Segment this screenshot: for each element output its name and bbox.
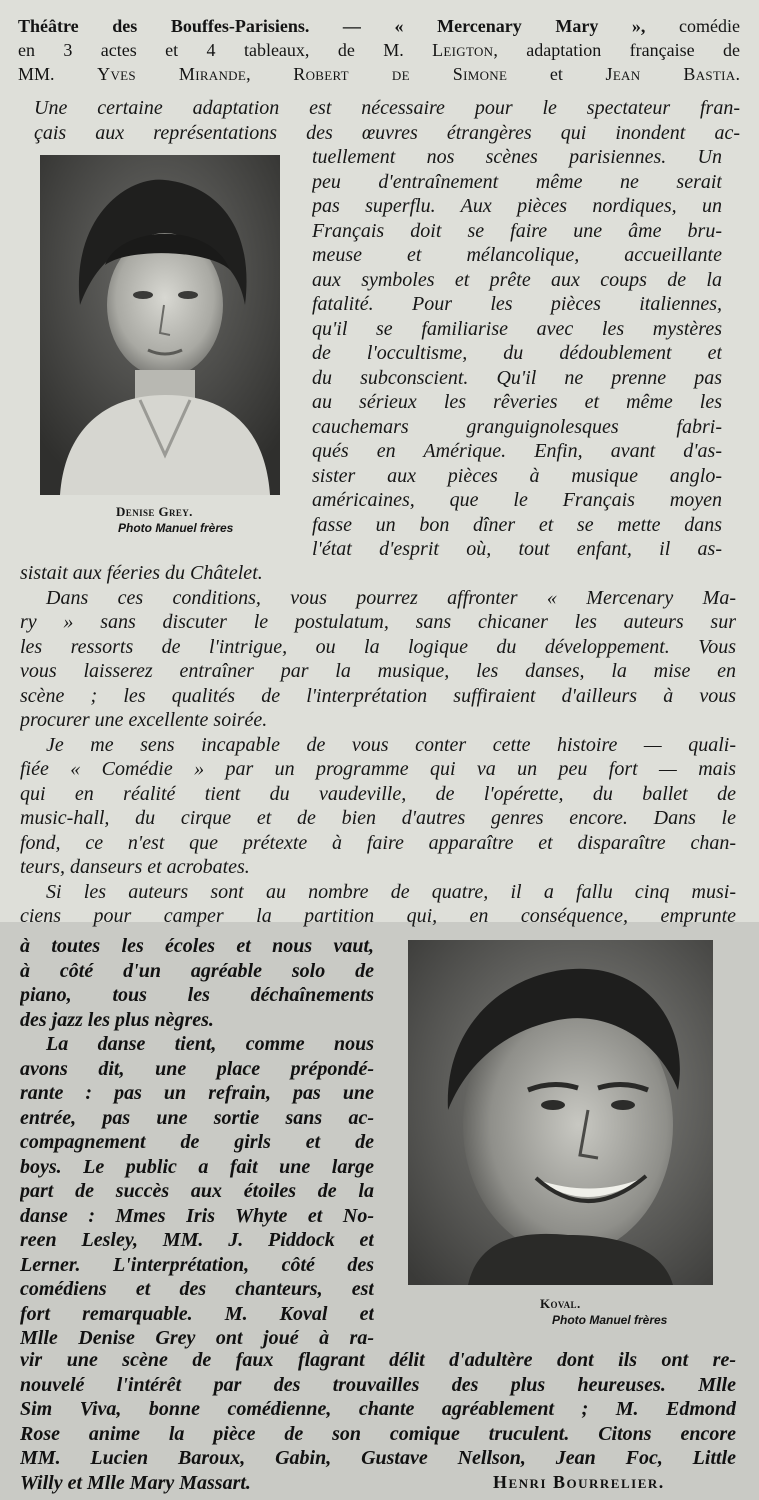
text-line: teurs, danseurs et acrobates. bbox=[20, 856, 250, 878]
heading-line bbox=[18, 38, 740, 62]
text-line: aux symboles et prête aux coups de la bbox=[312, 268, 722, 291]
text-line: au sérieux les rêveries et même les bbox=[312, 391, 722, 413]
text-line: vir une scène de faux flagrant délit d'adultère dont ils ont re- bbox=[20, 1349, 736, 1371]
author-signature: Henri Bourrelier. bbox=[493, 1472, 665, 1492]
text-line: à côté d'un agréable solo de bbox=[20, 959, 374, 982]
photo2-caption bbox=[540, 1295, 667, 1329]
review-heading bbox=[18, 14, 740, 86]
text-line: à toutes les écoles et nous vaut, bbox=[20, 935, 374, 957]
intro-paragraph bbox=[34, 96, 740, 145]
photo1-caption bbox=[116, 503, 233, 537]
photo2-credit: Photo Manuel frères bbox=[552, 1313, 668, 1327]
text-line: Lerner. L'interprétation, côté des bbox=[20, 1253, 374, 1276]
heading-run: comédie bbox=[679, 16, 740, 36]
portrait-woman-image bbox=[40, 155, 280, 495]
text-line: ry » sans discuter le postulatum, sans chicaner les auteurs sur bbox=[20, 611, 736, 633]
photo1-subject-name: Denise Grey. bbox=[116, 504, 193, 519]
heading-run: Robert de Simone bbox=[293, 64, 508, 84]
text-line: de l'occultisme, du dédoublement et bbox=[312, 342, 722, 364]
heading-run: , adaptation française de bbox=[493, 40, 740, 60]
heading-line bbox=[18, 62, 740, 86]
text-line: boys. Le public a fait une large bbox=[20, 1155, 374, 1178]
text-line: MM. Lucien Baroux, Gabin, Gustave Nellson, Jean Foc, Little bbox=[20, 1447, 736, 1469]
photo-koval bbox=[408, 940, 713, 1285]
text-line: sistait aux féeries du Châtelet. bbox=[20, 562, 263, 584]
text-line: Une certaine adaptation est nécessaire pour le spectateur fran- bbox=[34, 97, 740, 119]
text-line: Sim Viva, bonne comédienne, chante agréablement ; M. Edmond bbox=[20, 1398, 736, 1420]
text-line: les ressorts de l'intrigue, ou la logique du développement. Vous bbox=[20, 635, 736, 658]
heading-run: et bbox=[507, 64, 606, 84]
photo1-credit: Photo Manuel frères bbox=[118, 521, 234, 535]
text-line: comédiens et des chanteurs, est bbox=[20, 1278, 374, 1300]
photo-denise-grey bbox=[40, 155, 280, 495]
text-line: vous laisserez entraîner par la musique, les danses, la mise en bbox=[20, 660, 736, 682]
text-line: ciens pour camper la partition qui, en conséquence, emprunte bbox=[20, 905, 736, 927]
text-line: tuellement nos scènes parisiennes. Un bbox=[312, 146, 722, 168]
text-line: La danse tient, comme nous bbox=[46, 1033, 374, 1055]
text-line: nouvelé l'intérêt par des trouvailles des plus heureuses. Mlle bbox=[20, 1373, 736, 1396]
final-line: Willy et Mlle Mary Massart. bbox=[20, 1472, 251, 1494]
heading-run: en 3 actes et 4 tableaux, de M. bbox=[18, 40, 433, 60]
photo2-subject-name: Koval. bbox=[540, 1296, 581, 1311]
text-line: procurer une excellente soirée. bbox=[20, 709, 268, 731]
text-line: scène ; les qualités de l'interprétation suffiraient d'ailleurs à vous bbox=[20, 684, 736, 707]
closing-paragraph bbox=[20, 1348, 736, 1471]
left-column-text bbox=[20, 934, 374, 1351]
text-line: Rose anime la pièce de son comique truculent. Citons encore bbox=[20, 1422, 736, 1445]
text-line: meuse et mélancolique, accueillante bbox=[312, 244, 722, 266]
heading-run: Leigton bbox=[432, 40, 494, 60]
heading-run: Théâtre des Bouffes-Parisiens. — « Mercenary Mary », bbox=[18, 16, 680, 36]
heading-run: . bbox=[735, 64, 740, 84]
text-line: avons dit, une place prépondé- bbox=[20, 1057, 374, 1080]
text-line: danse : Mmes Iris Whyte et No- bbox=[20, 1204, 374, 1227]
text-line: fond, ce n'est que prétexte à faire apparaître et disparaître chan- bbox=[20, 831, 736, 854]
text-line: qu'il se familiarise avec les mystères bbox=[312, 317, 722, 340]
text-line: fasse un bon dîner et se mette dans bbox=[312, 513, 722, 536]
heading-run: , bbox=[246, 64, 294, 84]
text-line: music-hall, du cirque et de bien d'autres genres encore. Dans le bbox=[20, 807, 736, 829]
text-line: l'état d'esprit où, tout enfant, il as- bbox=[312, 538, 722, 560]
text-line: part de succès aux étoiles de la bbox=[20, 1180, 374, 1202]
portrait-man-image bbox=[408, 940, 713, 1285]
right-column-text bbox=[312, 145, 722, 562]
heading-line bbox=[18, 14, 740, 38]
text-line: Dans ces conditions, vous pourrez affronter « Mercenary Ma- bbox=[46, 586, 736, 609]
text-line: Je me sens incapable de vous conter cette histoire — quali- bbox=[46, 733, 736, 756]
text-line: entrée, pas une sortie sans ac- bbox=[20, 1106, 374, 1129]
text-line: rante : pas un refrain, pas une bbox=[20, 1082, 374, 1104]
text-line: reen Lesley, MM. J. Piddock et bbox=[20, 1229, 374, 1251]
text-line: américaines, que le Français moyen bbox=[312, 489, 722, 511]
heading-run: Jean Bastia bbox=[605, 64, 736, 84]
text-line: du subconscient. Qu'il ne prenne pas bbox=[312, 366, 722, 389]
heading-run: Yves Mirande bbox=[97, 64, 247, 84]
heading-run: MM. bbox=[18, 64, 98, 84]
text-line: fatalité. Pour les pièces italiennes, bbox=[312, 293, 722, 315]
text-line: Si les auteurs sont au nombre de quatre, il a fallu cinq musi- bbox=[46, 880, 736, 903]
main-paragraphs bbox=[20, 561, 736, 929]
text-line: piano, tous les déchaînements bbox=[20, 984, 374, 1006]
text-line: Français doit se faire une âme bru- bbox=[312, 219, 722, 242]
text-line: fiée « Comédie » par un programme qui va un peu fort — mais bbox=[20, 758, 736, 780]
text-line: compagnement de girls et de bbox=[20, 1131, 374, 1153]
text-line: pas superflu. Aux pièces nordiques, un bbox=[312, 195, 722, 217]
text-line: çais aux représentations des œuvres étrangères qui inondent ac- bbox=[34, 121, 740, 144]
text-line: peu d'entraînement même ne serait bbox=[312, 170, 722, 193]
text-line: des jazz les plus nègres. bbox=[20, 1008, 214, 1031]
text-line: fort remarquable. M. Koval et bbox=[20, 1302, 374, 1325]
text-line: Mlle Denise Grey ont joué à ra- bbox=[20, 1327, 374, 1349]
text-line: qui en réalité tient du vaudeville, de l'opérette, du ballet de bbox=[20, 782, 736, 805]
text-line: qués en Amérique. Enfin, avant d'as- bbox=[312, 440, 722, 462]
text-line: cauchemars granguignolesques fabri- bbox=[312, 415, 722, 438]
text-line: sister aux pièces à musique anglo- bbox=[312, 464, 722, 487]
